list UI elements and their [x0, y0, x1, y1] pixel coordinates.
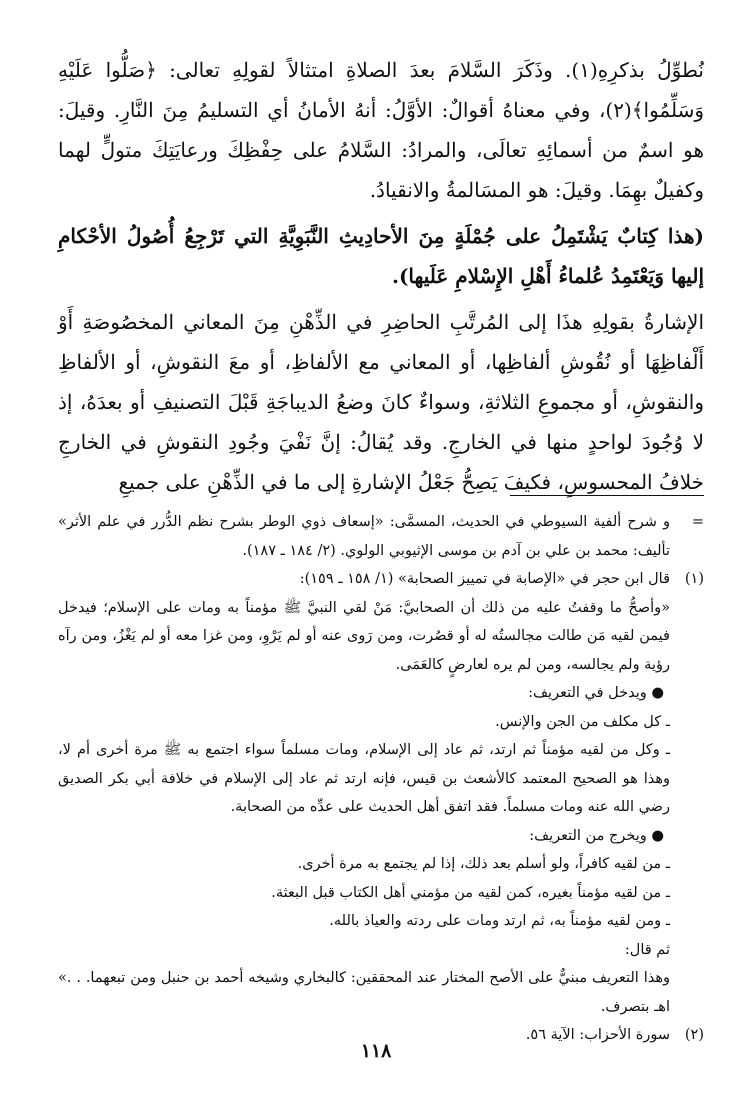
footnote-marker: = — [691, 514, 704, 530]
footnote-line: ـ من لقيه كافراً، ولو أسلم بعد ذلك، إذا لم يجتمع به مرة أخرى. — [297, 856, 670, 872]
footnote-line: ـ من لقيه مؤمناً بغيره، كمن لقيه من مؤمني أهل الكتاب قبل البعثة. — [271, 884, 670, 901]
footnote-line: ـ ومن لقيه مؤمناً به، ثم ارتد ومات على ردته والعياذ بالله. — [329, 913, 670, 929]
footnote-marker: (٢) — [684, 1027, 704, 1043]
footnote-separator — [510, 495, 704, 496]
footnote-line: ● ويدخل في التعريف: — [528, 685, 664, 701]
footnote-continued — [58, 508, 704, 565]
footnote-marker: (١) — [684, 571, 704, 587]
page-body — [58, 50, 704, 1043]
footnote-line: وهذا التعريف مبنيٌّ على الأصح المختار عند المحققين: كالبخاري وشيخه أحمد بن حنبل ومن تبعهما. . .» اهـ بتصرف. — [58, 970, 670, 1015]
footnotes — [58, 508, 704, 1050]
footnote-line: و شرح ألفية السيوطي في الحديث، المسمَّى: «إسعاف ذوي الوطر بشرح نظم الدُّرر في علم الأثر» تأليف: محمد بن علي بن آدم بن موسى الإثيوبي الولوي. (٢/ ١٨٤ ـ ١٨٧). — [58, 514, 670, 559]
footnote-1 — [58, 565, 704, 1021]
footnote-line: ● ويخرج من التعريف: — [529, 827, 664, 844]
footnote-line: «وأصحُّ ما وقفتُ عليه من ذلك أن الصحابيَّ: مَنْ لقي النبيَّ ﷺ مؤمناً به ومات على الإسلام؛ فيدخل فيمن لقيه مَن طالت مجالستُه له أو قصُرت، ومن رَوى عنه أو لم يَرْوِ، ومن غزا معه أو لم يَغْزُ، ومن رآه رؤية ولم يجالسه، ومن لم يره لعارضٍ كالعَمَى. — [58, 599, 670, 673]
footnote-line: ـ وكل من لقيه مؤمناً ثم ارتد، ثم عاد إلى الإسلام، ومات مسلماً سواء اجتمع به ﷺ مرة أخرى أم لا، وهذا هو الصحيح المعتمد كالأشعث بن قيس، فإنه ارتد ثم عاد إلى الإسلام في خلافة أبي بكر الصديق رضي الله عنه ومات مسلماً. فقد اتفق أهل الحديث على عدِّه من الصحابة. — [58, 742, 670, 815]
footnote-line: ـ كل مكلف من الجن والإنس. — [495, 713, 670, 730]
commentary-paragraph-1: نُطوِّلُ بذكرِهِ(١). وذَكَرَ السَّلامَ بعدَ الصلاةِ امتثالاً لقولِهِ تعالى: ﴿صَلُّوا عَلَيْهِ وَسَلِّمُوا﴾(٢)، وفي معناهُ أقوالٌ: الأوَّلُ: أنهُ الأمانُ أي التسليمُ مِنَ النَّارِ. وقيلَ: هو اسمٌ من أسمائِهِ تعالَى، والمرادُ: السَّلامُ على حِفْظِكَ ورعايَتِكَ متولٍّ لهما وكفيلٌ بهِمَا. وقيلَ: هو المسَالمةُ والانقيادُ. — [58, 58, 704, 202]
footnote-line: قال ابن حجر في «الإصابة في تمييز الصحابة» (١/ ١٥٨ ـ ١٥٩): — [299, 571, 670, 587]
page-number: ١١٨ — [360, 1040, 392, 1062]
commentary-paragraph-2: الإشارةُ بقولِهِ هذَا إلى المُرتَّبِ الحاضِرِ في الذِّهْنِ مِنَ المعاني المخصُوصَةِ أَوْ أَلْفاظِهَا أو نُقُوشِ ألفاظِها، أو المعاني مع الألفاظِ، أو معَ النقوشِ، أو الألفاظِ والنقوشِ، أو مجموعِ الثلاثةِ، وسواءٌ كانَ وضعُ الديباجَةِ قَبْلَ التصنيفِ أو بعدَهُ، إذ لا وُجُودَ لواحدٍ منها في الخارجِ. وقد يُقالُ: إنَّ نَفْيَ وجُودِ النقوشِ في الخارجِ خلافُ المحسوسِ، فكيفَ يَصِحُّ جَعْلُ الإشارةِ إلى ما في الذِّهْنِ على جميعِ — [58, 310, 704, 494]
footnote-line: ثم قال: — [624, 941, 670, 958]
main-text-paragraph: (هذا كِتابٌ يَشْتَمِلُ على جُمْلَةٍ مِنَ الأحادِيثِ النَّبَوِيَّةِ التي تَرْجِعُ أُصُولُ الأحْكامِ إليها وَيَعْتَمِدُ عُلماءُ أَهْلِ الإِسْلامِ عَلَيها). — [58, 224, 704, 288]
footnote-line: سورة الأحزاب: الآية ٥٦. — [525, 1027, 670, 1043]
